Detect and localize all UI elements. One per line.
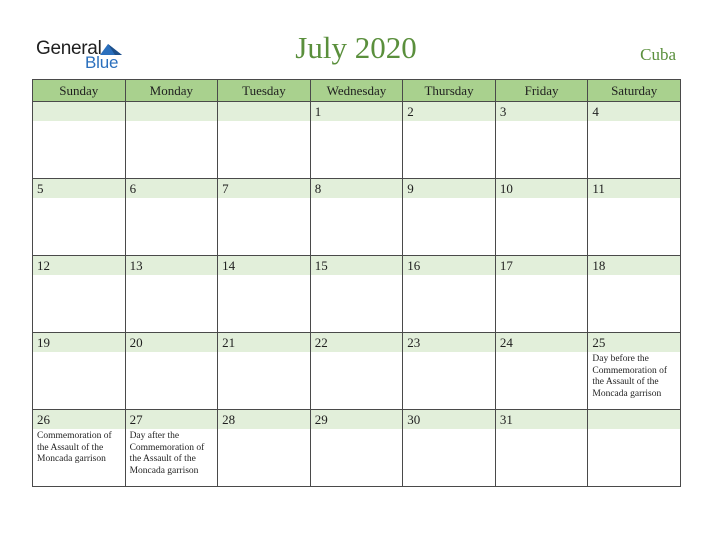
weekday-header: Wednesday [310, 80, 403, 102]
weekday-header: Tuesday [218, 80, 311, 102]
day-cell [218, 410, 311, 487]
day-number: 4 [588, 102, 680, 121]
day-number: 23 [403, 333, 495, 352]
day-cell [403, 179, 496, 256]
day-cell [218, 333, 311, 410]
day-number: 19 [33, 333, 125, 352]
day-cell [33, 256, 126, 333]
day-cell [495, 333, 588, 410]
calendar-title: July 2020 [295, 30, 417, 65]
day-number: 17 [496, 256, 588, 275]
day-cell [125, 410, 218, 487]
day-number [588, 410, 680, 429]
day-number: 8 [311, 179, 403, 198]
day-number: 10 [496, 179, 588, 198]
day-cell [495, 256, 588, 333]
day-number: 30 [403, 410, 495, 429]
day-number: 2 [403, 102, 495, 121]
weekday-header-row [33, 80, 681, 102]
day-number: 11 [588, 179, 680, 198]
day-cell [218, 179, 311, 256]
logo-blue-text: Blue [85, 53, 119, 72]
day-cell [218, 256, 311, 333]
day-number [218, 102, 310, 121]
week-row [33, 179, 681, 256]
day-number: 12 [33, 256, 125, 275]
day-number: 5 [33, 179, 125, 198]
day-cell [310, 333, 403, 410]
day-number: 26 [33, 410, 125, 429]
holiday-note: Day after the Commemoration of the Assault of the Moncada garrison [129, 431, 205, 476]
day-cell [33, 102, 126, 179]
weekday-header: Friday [495, 80, 588, 102]
holiday-note: Day before the Commemoration of the Assault of the Moncada garrison [592, 354, 668, 399]
day-number: 3 [496, 102, 588, 121]
day-number: 27 [126, 410, 218, 429]
day-cell [125, 102, 218, 179]
day-cell [403, 410, 496, 487]
day-cell [588, 410, 681, 487]
day-number: 13 [126, 256, 218, 275]
day-cell [495, 102, 588, 179]
day-cell [218, 102, 311, 179]
day-number: 15 [311, 256, 403, 275]
day-number: 25 [588, 333, 680, 352]
day-cell [33, 410, 126, 487]
day-number: 29 [311, 410, 403, 429]
day-number: 14 [218, 256, 310, 275]
day-cell [310, 102, 403, 179]
day-number: 16 [403, 256, 495, 275]
day-cell [125, 256, 218, 333]
weekday-header: Thursday [403, 80, 496, 102]
day-cell [310, 410, 403, 487]
day-number: 18 [588, 256, 680, 275]
country-label: Cuba [640, 45, 676, 64]
day-number: 24 [496, 333, 588, 352]
day-cell [310, 179, 403, 256]
day-cell [125, 179, 218, 256]
day-cell [403, 256, 496, 333]
day-number: 1 [311, 102, 403, 121]
day-cell [588, 333, 681, 410]
day-cell [310, 256, 403, 333]
day-cell [403, 333, 496, 410]
logo-general-text: General [36, 38, 102, 59]
day-number: 7 [218, 179, 310, 198]
calendar-grid [32, 79, 681, 487]
day-cell [403, 102, 496, 179]
day-cell [33, 179, 126, 256]
day-number: 22 [311, 333, 403, 352]
day-cell [495, 179, 588, 256]
day-number: 6 [126, 179, 218, 198]
week-row [33, 333, 681, 410]
day-cell [588, 179, 681, 256]
day-cell [588, 102, 681, 179]
day-number [33, 102, 125, 121]
day-cell [125, 333, 218, 410]
weekday-header: Sunday [33, 80, 126, 102]
day-number: 31 [496, 410, 588, 429]
week-row [33, 410, 681, 487]
weekday-header: Saturday [588, 80, 681, 102]
holiday-note: Commemoration of the Assault of the Moncada garrison [37, 431, 112, 464]
day-cell [33, 333, 126, 410]
week-row [33, 256, 681, 333]
day-number: 20 [126, 333, 218, 352]
day-number: 21 [218, 333, 310, 352]
day-number: 9 [403, 179, 495, 198]
day-number [126, 102, 218, 121]
weekday-header: Monday [125, 80, 218, 102]
week-row [33, 102, 681, 179]
day-cell [588, 256, 681, 333]
day-number: 28 [218, 410, 310, 429]
day-cell [495, 410, 588, 487]
